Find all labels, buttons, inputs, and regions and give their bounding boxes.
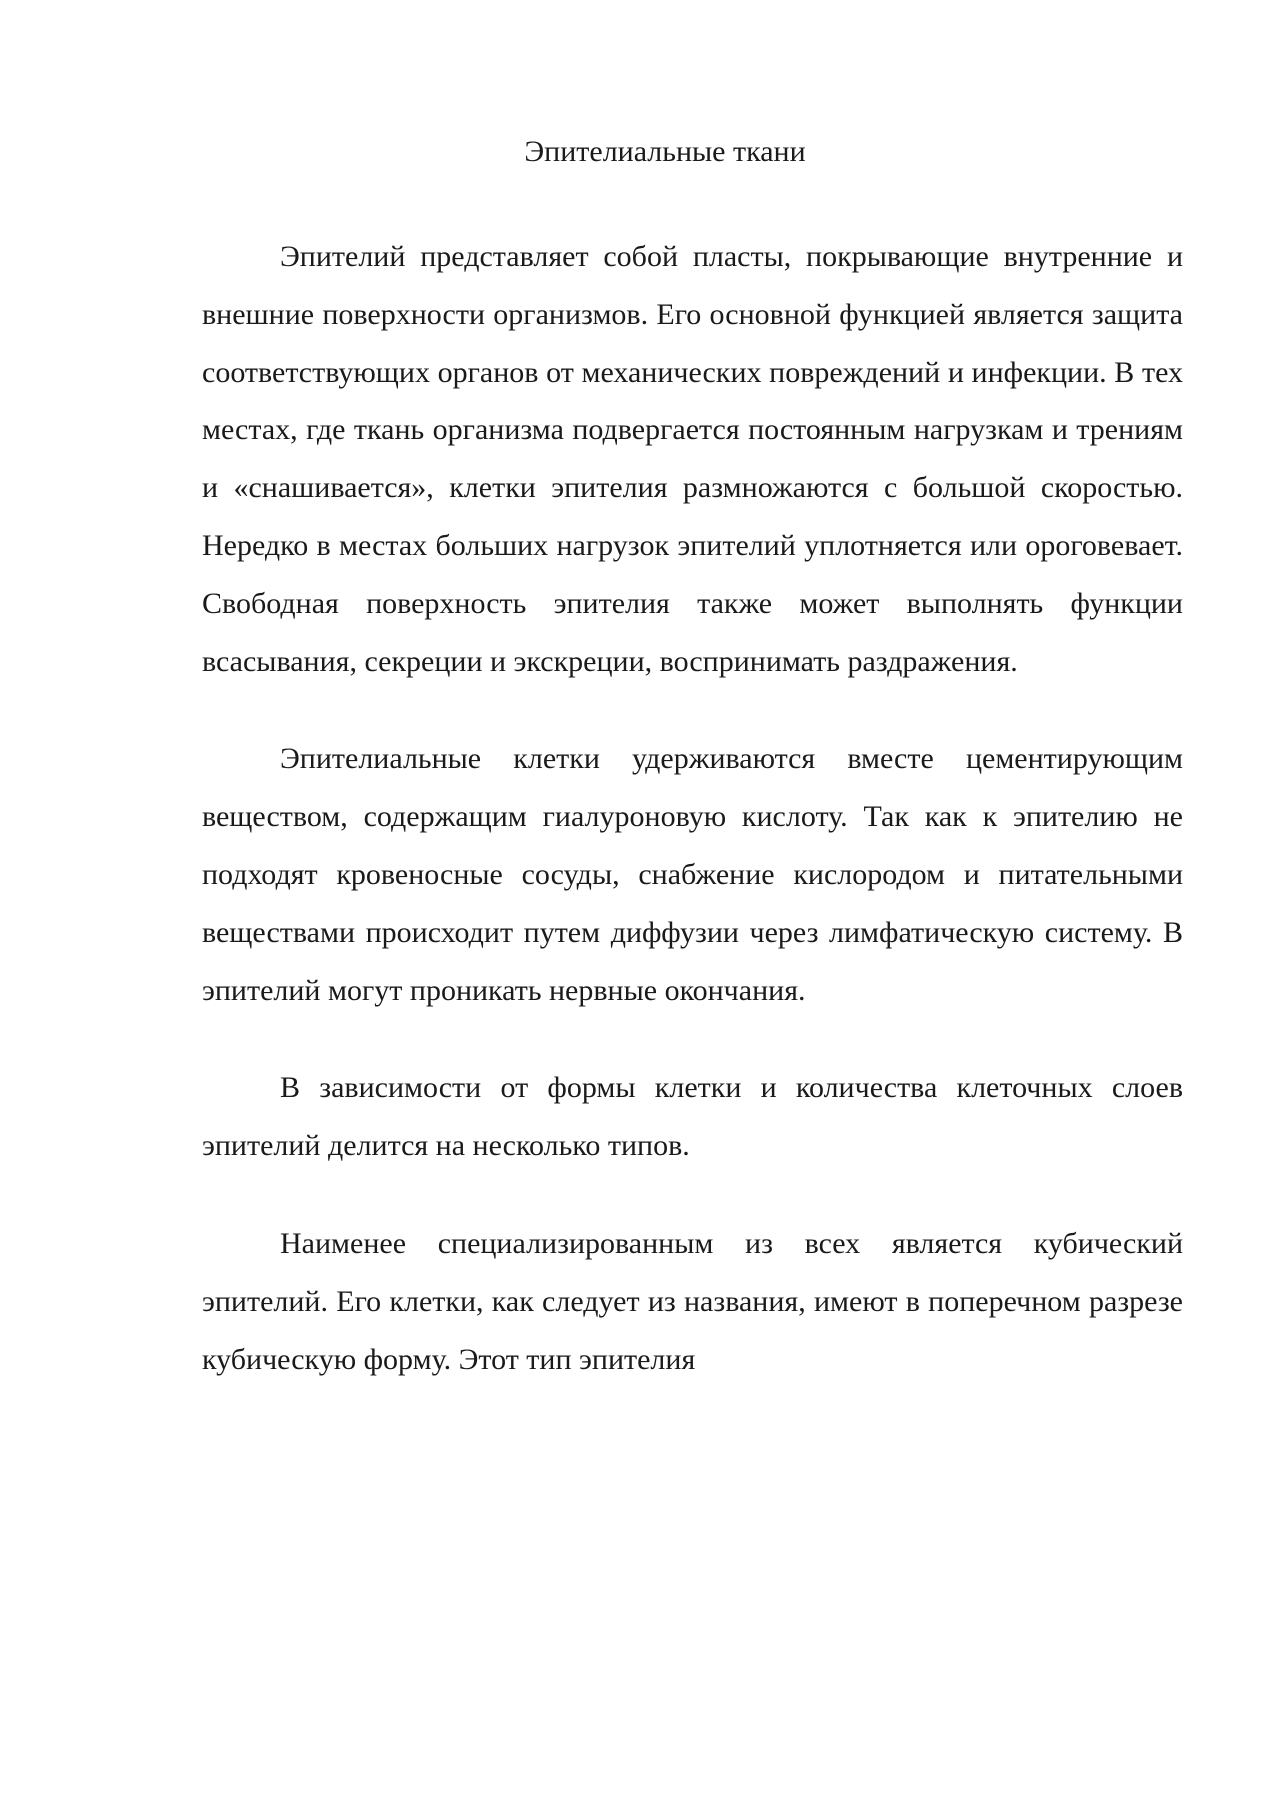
paragraph-3: В зависимости от формы клетки и количества клеточных слоев эпителий делится на несколько типов. (202, 1071, 1183, 1163)
paragraph-1: Эпителий представляет собой пласты, покрывающие внутренние и внешние поверхности организмов. Его основной функцией является защита соответствующих органов от механических повреждений и инфекции. В тех местах, где ткань организма подвергается постоянным нагрузкам и трениям и «снашивается», клетки эпителия размножаются с большой скоростью. Нередко в местах больших нагрузок эпителий уплотняется или ороговевает. Свободная поверхность эпителия также может выполнять функции всасывания, секреции и экскреции, воспринимать раздражения. (202, 240, 1183, 678)
document-body (202, 228, 1183, 1428)
paragraph-4: Наименее специализированным из всех является кубический эпителий. Его клетки, как следует из названия, имеют в поперечном разрезе кубическую форму. Этот тип эпителия (202, 1226, 1183, 1376)
document-title: Эпителиальные ткани (524, 135, 806, 168)
paragraph-2: Эпителиальные клетки удерживаются вместе цементирующим веществом, содержащим гиалуроновую кислоту. Так как к эпителию не подходят кровеносные сосуды, снабжение кислородом и питательными веществами происходит путем диффузии через лимфатическую систему. В эпителий могут проникать нервные окончания. (202, 742, 1183, 1007)
